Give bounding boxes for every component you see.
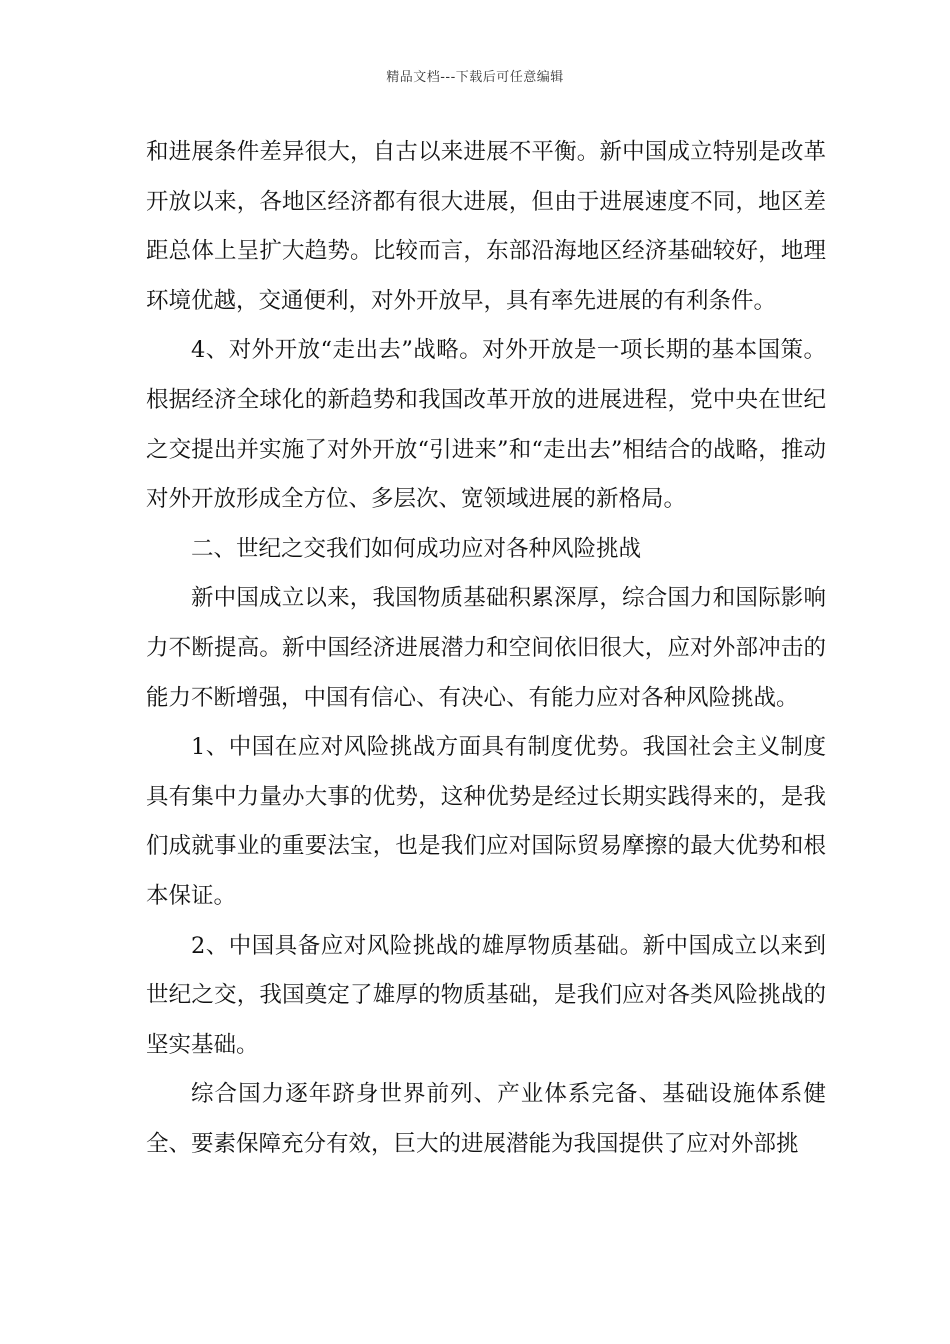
paragraph-national-strength: 新中国成立以来，我国物质基础积累深厚，综合国力和国际影响力不断提高。新中国经济进展潜力和空间依旧很大，应对外部冲击的能力不断增强，中国有信心、有决心、有能力应对各种风险挑战。 (146, 585, 826, 711)
document-body (146, 128, 826, 1169)
page-header: 精品文档---下载后可任意编辑 (386, 70, 564, 85)
paragraph-opening-up-strategy: 4、对外开放“走出去”战略。对外开放是一项长期的基本国策。根据经济全球化的新趋势和我国改革开放的进展进程，党中央在世纪之交提出并实施了对外开放“引进来”和“走出去”相结合的战略，推动对外开放形成全方位、多层次、宽领域进展的新格局。 (146, 337, 826, 513)
section-heading: 二、世纪之交我们如何成功应对各种风险挑战 (191, 535, 642, 562)
paragraph-material-foundation: 2、中国具备应对风险挑战的雄厚物质基础。新中国成立以来到世纪之交，我国奠定了雄厚的物质基础，是我们应对各类风险挑战的坚实基础。 (146, 932, 826, 1058)
paragraph-institutional-advantage: 1、中国在应对风险挑战方面具有制度优势。我国社会主义制度具有集中力量办大事的优势，这种优势是经过长期实践得来的，是我们成就事业的重要法宝，也是我们应对国际贸易摩擦的最大优势和根本保证。 (146, 734, 826, 909)
paragraph-comprehensive-power: 综合国力逐年跻身世界前列、产业体系完备、基础设施体系健全、要素保障充分有效，巨大的进展潜能为我国提供了应对外部挑 (146, 1081, 826, 1157)
paragraph-continuation: 和进展条件差异很大，自古以来进展不平衡。新中国成立特别是改革开放以来，各地区经济都有很大进展，但由于进展速度不同，地区差距总体上呈扩大趋势。比较而言，东部沿海地区经济基础较好，地理环境优越，交通便利，对外开放早，具有率先进展的有利条件。 (146, 139, 826, 314)
